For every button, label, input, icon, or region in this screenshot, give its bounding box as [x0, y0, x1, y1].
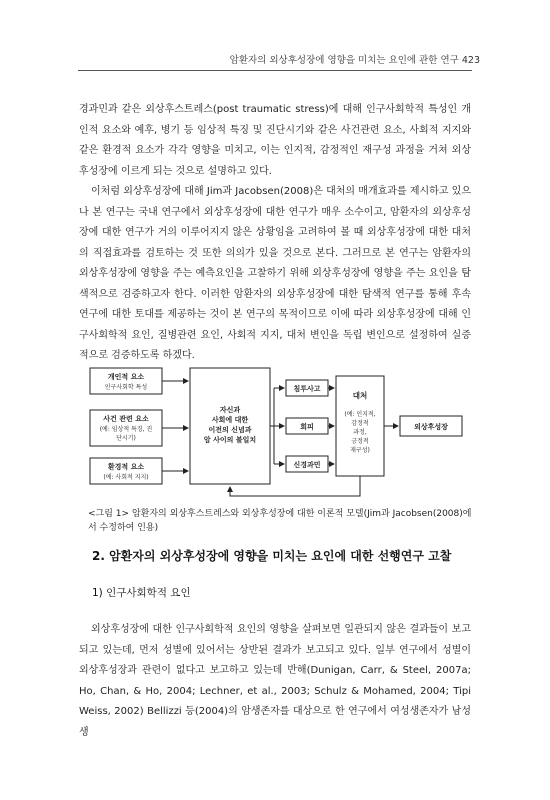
box-event-title: 사건 관련 요소 [103, 415, 149, 423]
theoretical-model-diagram [88, 366, 470, 501]
center-line-3: 이전의 신념과 [208, 426, 252, 434]
paragraph-2: 이처럼 외상후성장에 대해 Jim과 Jacobsen(2008)은 대처의 매개효과를 제시하고 있으나 본 연구는 국내 연구에서 외상후성장에 대한 연구가 매우 소수이고, 암환자의 외상후성장에 대한 연구가 거의 이루어지지 않은 상황임을 고려하여 볼 때 외상후성장에 대한 대처의 직접효과를 검토하는 것 또한 의의가 있을 것으로 본다. 그러므로 본 연구는 암환자의 외상후성장에 영향을 주는 예측요인을 고찰하기 위해 외상후성장에 영향을 주는 요인을 탐색적으로 검증하고자 한다. 이러한 암환자의 외상후성장에 대한 탐색적 연구를 통해 후속연구에 대한 토대를 제공하는 것이 본 연구의 목적이므로 이에 따라 외상후성장에 대해 인구사회학적 요인, 질병관련 요인, 사회적 지지, 대처 변인을 독립 변인으로 설정하여 실증적으로 검증하도록 하겠다. [79, 186, 471, 361]
box-event-sub2: 단시기) [116, 435, 136, 442]
diagram-svg [88, 366, 470, 501]
box-personal-title: 개인적 요소 [107, 373, 145, 381]
paragraph-section [79, 620, 471, 743]
subsection-heading: 1) 인구사회학적 요인 [92, 587, 191, 599]
box-intrusion-label: 침투사고 [293, 385, 321, 393]
box-env-title: 환경적 요소 [107, 463, 145, 471]
coping-line-5: 재구성) [350, 447, 370, 454]
center-line-2: 사회에 대한 [211, 416, 249, 424]
box-env-sub: (예: 사회적 지지) [103, 474, 149, 481]
center-line-4: 암 사이의 불일치 [203, 436, 257, 444]
caption-label: <그림 1> [88, 509, 130, 519]
header-rule [78, 70, 472, 71]
coping-title: 대처 [352, 391, 368, 400]
caption-text: 암환자의 외상후스트레스와 외상후성장에 대한 이론적 모델(Jim과 Jacobsen(2008)에서 수정하여 인용) [88, 509, 472, 533]
running-header: 암환자의 외상후성장에 영향을 미치는 요인에 관한 연구 423 [229, 55, 480, 66]
coping-line-3: 과정, [353, 429, 367, 436]
section-heading: 2. 암환자의 외상후성장에 영향을 미치는 요인에 대한 선행연구 고찰 [92, 549, 452, 563]
coping-line-4: 긍정적 [351, 438, 369, 445]
box-personal-sub: 인구사회학 특성 [104, 384, 148, 391]
paragraph-1: 경과민과 같은 외상후스트레스(post traumatic stress)에 대해 인구사회학적 특성인 개인적 요소와 예후, 병기 등 임상적 특징 및 진단시기와 같은 사건관련 요소, 사회적 지지와 같은 환경적 요소가 각각 영향을 미치고, 이는 인지적, 감정적인 재구성 과정을 거쳐 외상후성장에 이르게 되는 것으로 설명하고 있다. [79, 104, 471, 177]
center-line-1: 자신과 [219, 406, 241, 414]
paragraph-continued [79, 100, 471, 367]
box-event-sub1: (예: 임상적 특징, 진 [99, 426, 153, 433]
box-avoidance-label: 회피 [300, 423, 314, 431]
paragraph-3: 외상후성장에 대한 인구사회학적 요인의 영향을 살펴보면 일관되지 않은 결과들이 보고되고 있는데, 먼저 성별에 있어서는 상반된 결과가 보고되고 있다. 일부 연구에서 성별이 외상후성장과 관련이 없다고 보고하고 있는데 반해(Dunigan, Carr, & Steel, 2007a; Ho, Chan, & Ho, 2004; Lechner, et al., 2003; Schulz & Mohamed, 2004; Tipi Weiss, 2002) Bellizzi 등(2004)의 암생존자를 대상으로 한 연구에서 여성생존자가 남성생 [79, 624, 471, 738]
coping-line-1: (예: 인지적, [344, 411, 376, 418]
box-ptg-label: 외상후성장 [414, 423, 448, 431]
box-hyperarousal-label: 신경과민 [293, 461, 321, 469]
coping-line-2: 감정적 [351, 420, 369, 427]
figure-caption [88, 507, 472, 535]
